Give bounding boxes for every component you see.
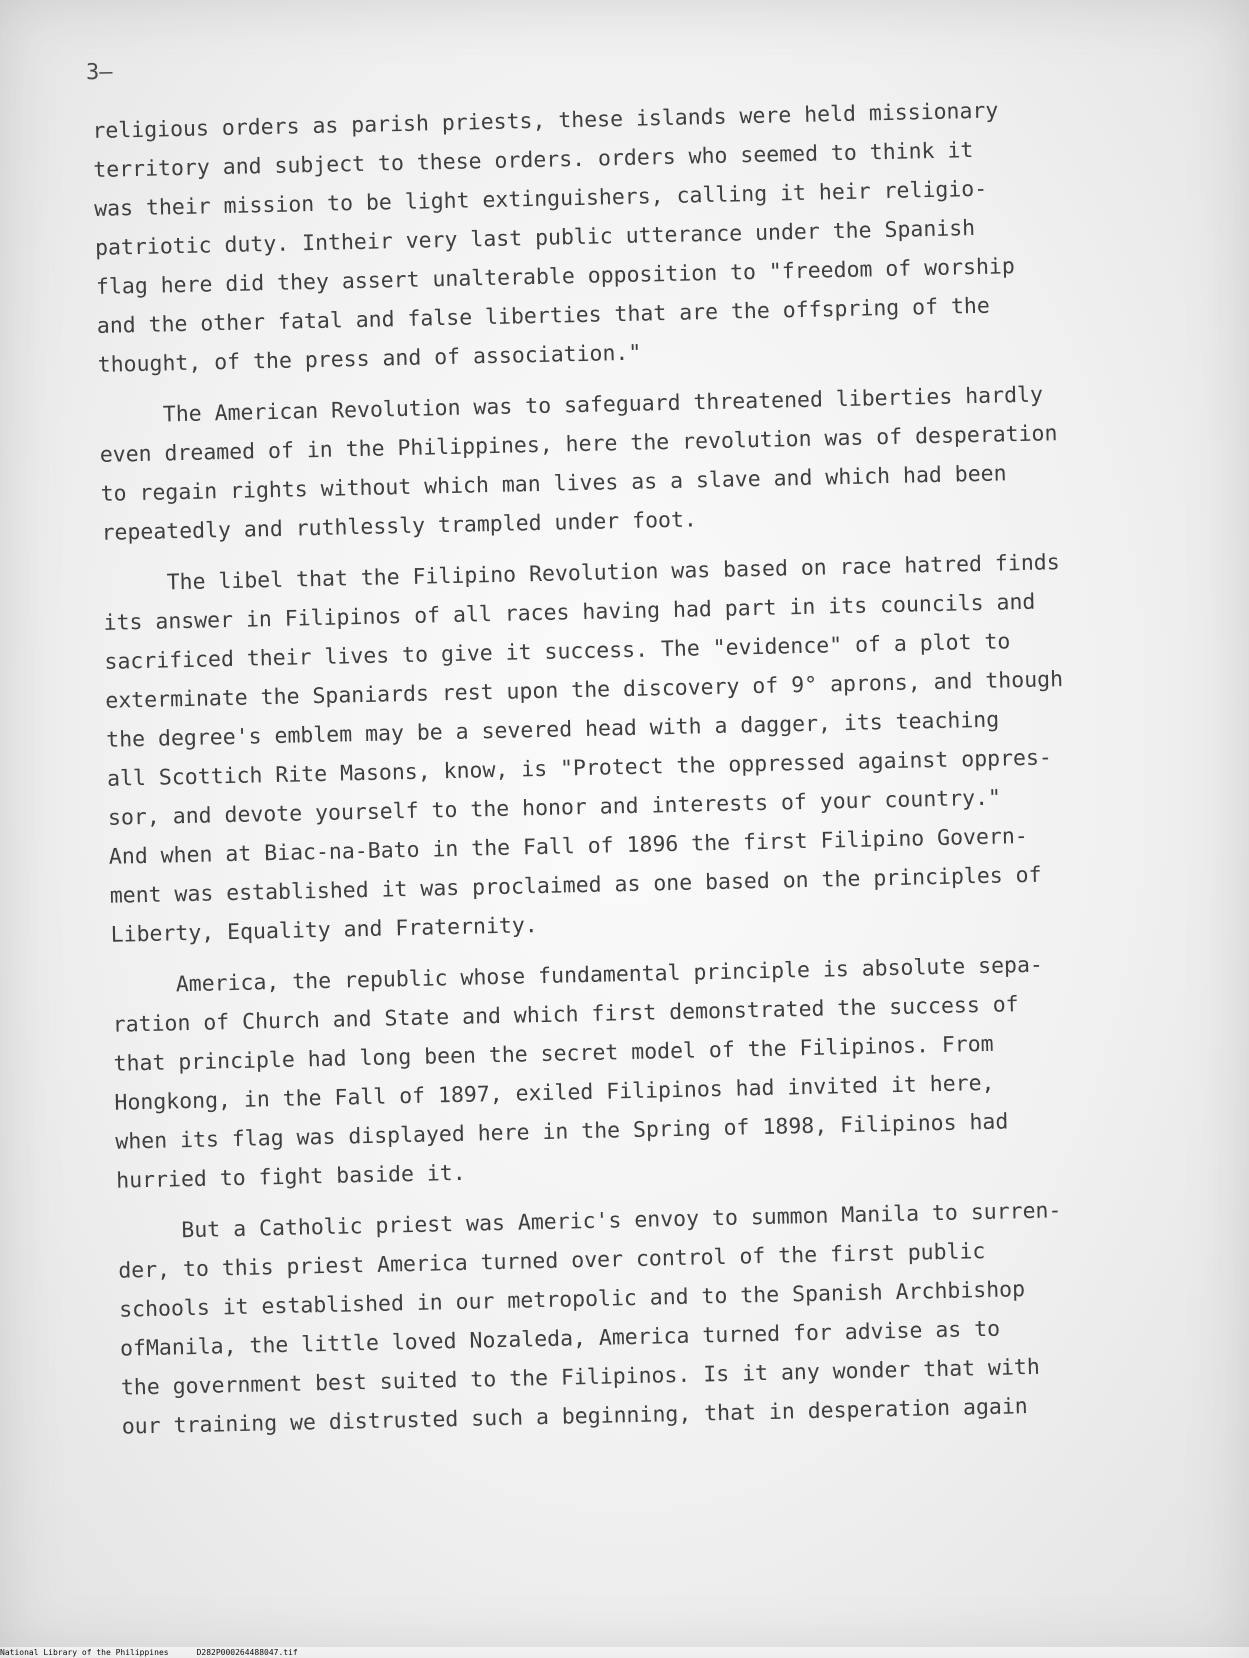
text-line: The American Revolution was to safeguard threatened liberties hardly <box>162 382 1044 428</box>
text-line: its answer in Filipinos of all races having had part in its councils and <box>103 589 1036 636</box>
text-line: religious orders as parish priests, these islands were held missionary <box>92 98 999 144</box>
text-line: our training we distrusted such a beginning, that in desperation again <box>121 1394 1028 1440</box>
paragraph <box>102 541 1161 955</box>
text-line: the degree's emblem may be a severed head with a dagger, its teaching <box>105 707 1000 753</box>
text-line: to regain rights without which man lives as a slave and which had been <box>100 461 1007 507</box>
text-line: And when at Biac-na-Bato in the Fall of 1896 the first Filipino Govern- <box>108 823 1028 870</box>
text-line: flag here did they assert unalterable opposition to "freedom of worship <box>95 254 1016 300</box>
text-line: all Scottich Rite Masons, know, is "Protect the oppressed against oppres- <box>106 745 1053 792</box>
text-line: ment was established it was proclaimed as one based on the principles of <box>109 862 1042 909</box>
text-line: The libel that the Filipino Revolution was based on race hatred finds <box>166 550 1060 596</box>
text-line: the government best suited to the Filipinos. Is it any wonder that with <box>120 1354 1041 1401</box>
text-line: that principle had long been the secret model of the Filipinos. From <box>113 1031 994 1077</box>
text-line: exterminate the Spaniards rest upon the discovery of 9° aprons, and though <box>105 667 1064 714</box>
footer-library: National Library of the Philippines <box>0 1648 169 1657</box>
paragraph <box>98 373 1151 553</box>
text-line: America, the republic whose fundamental principle is absolute sepa- <box>175 952 1044 998</box>
text-line: schools it established in our metropolic and to the Spanish Archbishop <box>118 1277 1026 1323</box>
typewritten-body <box>92 88 1172 1458</box>
text-line: and the other fatal and false liberties that are the offspring of the <box>96 293 991 339</box>
text-line: hurried to fight baside it. <box>115 1160 466 1194</box>
text-line: ration of Church and State and which first demonstrated the success of <box>112 992 1019 1038</box>
text-line: But a Catholic priest was Americ's envoy to summon Manila to surren- <box>181 1198 1062 1244</box>
text-line: sacrificed their lives to give it success. The "evidence" of a plot to <box>104 629 1011 675</box>
text-line: Hongkong, in the Fall of 1897, exiled Filipinos had invited it here, <box>114 1070 995 1116</box>
text-line: was their mission to be light extinguishers, calling it heir religio- <box>93 176 988 222</box>
text-line: sor, and devote yourself to the honor and interests of your country." <box>107 785 1002 831</box>
text-line: Liberty, Equality and Fraternity. <box>110 913 539 948</box>
scan-footer <box>0 1647 1249 1658</box>
text-line: ofManila, the little loved Nozaleda, America turned for advise as to <box>119 1316 1001 1362</box>
paragraph <box>92 88 1148 385</box>
text-line: repeatedly and ruthlessly trampled under foot. <box>101 507 698 546</box>
footer-filename: D282P000264488047.tif <box>196 1648 298 1657</box>
text-line: thought, of the press and of association." <box>97 340 642 378</box>
text-line: der, to this priest America turned over control of the first public <box>118 1239 986 1284</box>
text-line: even dreamed of in the Philippines, here the revolution was of desperation <box>99 421 1058 468</box>
paragraph <box>111 943 1166 1201</box>
paragraph <box>117 1189 1172 1447</box>
text-line: territory and subject to these orders. orders who seemed to think it <box>93 138 974 183</box>
text-line: when its flag was displayed here in the Spring of 1898, Filipinos had <box>115 1109 1009 1155</box>
text-line: patriotic duty. Intheir very last public utterance under the Spanish <box>94 215 976 261</box>
page-number: 3– <box>85 59 113 86</box>
